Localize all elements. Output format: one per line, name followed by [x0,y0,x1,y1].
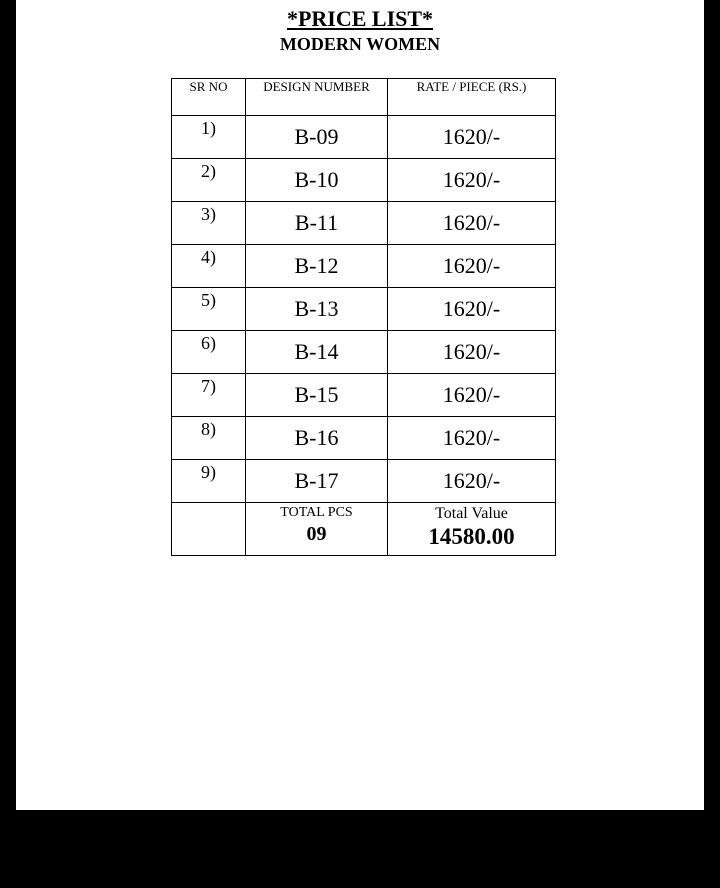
design-number-cell: B-10 [246,159,388,202]
sr-no-cell: 9) [172,460,246,503]
design-number-cell: B-15 [246,374,388,417]
column-header-rate: RATE / PIECE (RS.) [388,79,556,116]
column-header-sr-no: SR NO [172,79,246,116]
total-value-amount: 14580.00 [428,524,515,549]
sr-no-cell: 2) [172,159,246,202]
table-row [172,331,556,374]
design-number-cell: B-17 [246,460,388,503]
rate-cell: 1620/- [388,417,556,460]
rate-cell: 1620/- [388,202,556,245]
sr-no-cell: 6) [172,331,246,374]
total-value-cell [388,503,556,556]
rate-cell: 1620/- [388,288,556,331]
table-row [172,245,556,288]
total-pcs-label: TOTAL PCS [280,505,353,520]
sr-no-cell: 7) [172,374,246,417]
design-number-cell: B-13 [246,288,388,331]
design-number-cell: B-14 [246,331,388,374]
rate-cell: 1620/- [388,159,556,202]
page-title: *PRICE LIST* [286,6,434,31]
design-number-cell: B-11 [246,202,388,245]
table-row [172,116,556,159]
total-pcs-cell [246,503,388,556]
table-row [172,159,556,202]
rate-cell: 1620/- [388,374,556,417]
total-pcs-value: 09 [306,523,327,545]
sr-no-cell: 5) [172,288,246,331]
table-row [172,288,556,331]
price-table [171,78,556,556]
rate-cell: 1620/- [388,116,556,159]
total-row [172,503,556,556]
total-empty-cell [172,503,246,556]
rate-cell: 1620/- [388,331,556,374]
page-subtitle: MODERN WOMEN [279,34,441,54]
table-row [172,374,556,417]
table-row [172,202,556,245]
design-number-cell: B-16 [246,417,388,460]
sr-no-cell: 4) [172,245,246,288]
document-page [16,0,704,810]
table-row [172,417,556,460]
rate-cell: 1620/- [388,245,556,288]
rate-cell: 1620/- [388,460,556,503]
design-number-cell: B-12 [246,245,388,288]
table-header-row [172,79,556,116]
sr-no-cell: 1) [172,116,246,159]
sr-no-cell: 3) [172,202,246,245]
design-number-cell: B-09 [246,116,388,159]
sr-no-cell: 8) [172,417,246,460]
total-value-label: Total Value [435,505,508,522]
table-row [172,460,556,503]
column-header-design-number: DESIGN NUMBER [246,79,388,116]
